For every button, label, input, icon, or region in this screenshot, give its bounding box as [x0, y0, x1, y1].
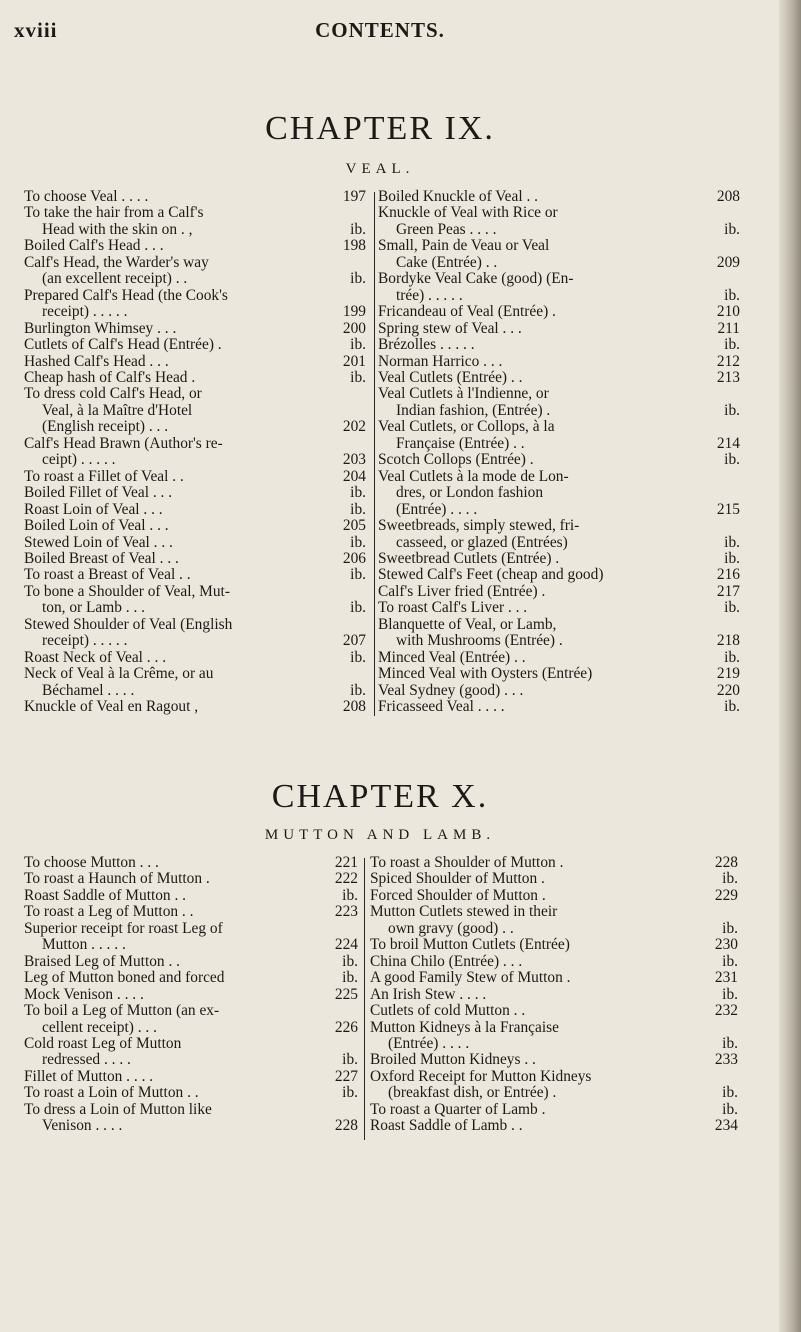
toc-entry-title: Cold roast Leg of Mutton — [24, 1035, 182, 1052]
toc-entry-title: Calf's Head, the Warder's way — [24, 254, 209, 271]
toc-entry-title: Forced Shoulder of Mutton . — [370, 887, 546, 904]
column-divider — [364, 858, 365, 1140]
toc-entry — [24, 1102, 358, 1118]
toc-entry-title: Mutton Kidneys à la Française — [370, 1019, 559, 1036]
toc-entry-title: Veal Cutlets à la mode de Lon- — [378, 468, 569, 485]
toc-entry-title: Boiled Fillet of Veal . . . — [24, 485, 173, 502]
toc-entry-title: Minced Veal (Entrée) . . — [378, 649, 526, 666]
toc-entry — [24, 304, 366, 320]
toc-entry-title: Braised Leg of Mutton . . — [24, 953, 181, 970]
toc-entry-title: Spring stew of Veal . . . — [378, 320, 522, 337]
toc-entry-title: Oxford Receipt for Mutton Kidneys — [370, 1068, 592, 1085]
toc-entry-title: Leg of Mutton boned and forced — [24, 970, 225, 987]
toc-entry — [378, 436, 740, 452]
toc-entry-title: Calf's Head Brawn (Author's re- — [24, 435, 223, 452]
toc-entry-title: Veal Cutlets (Entrée) . . — [378, 369, 523, 386]
toc-entry-page: 228 — [334, 1117, 358, 1135]
toc-entry-title: Neck of Veal à la Crême, or au — [24, 666, 214, 683]
toc-entry-title: Roast Saddle of Mutton . . — [24, 887, 187, 904]
toc-entry-title: Boiled Knuckle of Veal . . — [378, 189, 538, 205]
toc-entry-page: ib. — [722, 985, 738, 1003]
toc-entry-title: (English receipt) . . . — [42, 419, 169, 436]
toc-entry-page: 233 — [714, 1051, 738, 1069]
toc-entry-page: ib. — [350, 599, 366, 617]
toc-entry — [24, 855, 358, 871]
toc-entry — [370, 1069, 738, 1085]
toc-entry — [370, 1036, 738, 1052]
toc-entry-title: (breakfast dish, or Entrée) . — [388, 1085, 557, 1102]
toc-entry — [370, 871, 738, 887]
toc-entry-title: Venison . . . . — [42, 1118, 123, 1135]
toc-entry-title: Cutlets of cold Mutton . . — [370, 1003, 526, 1020]
toc-entry — [378, 485, 740, 501]
toc-entry-title: China Chilo (Entrée) . . . — [370, 953, 523, 970]
toc-entry — [378, 518, 740, 534]
toc-entry-page: ib. — [724, 648, 740, 666]
column-divider — [374, 192, 375, 716]
toc-entry — [378, 584, 740, 600]
page-number: xviii — [14, 18, 58, 42]
toc-entry-page: 209 — [716, 253, 740, 271]
toc-entry-page: 232 — [714, 1002, 738, 1020]
toc-entry-title: To roast a Haunch of Mutton . — [24, 871, 210, 888]
toc-entry — [24, 189, 366, 205]
toc-entry — [24, 633, 366, 649]
toc-entry-page: 203 — [342, 451, 366, 469]
toc-entry-page: 200 — [342, 319, 366, 337]
toc-entry-page: 208 — [342, 698, 366, 716]
toc-entry — [24, 1003, 358, 1019]
toc-entry-page: ib. — [724, 533, 740, 551]
toc-entry — [24, 370, 366, 386]
toc-entry — [24, 600, 366, 616]
toc-entry — [378, 650, 740, 666]
toc-entry-page: 218 — [716, 632, 740, 650]
toc-entry-title: Française (Entrée) . . — [396, 435, 525, 452]
toc-entry — [370, 1052, 738, 1068]
toc-entry — [24, 222, 366, 238]
toc-entry-page: 219 — [716, 665, 740, 683]
toc-entry-title: Stewed Loin of Veal . . . — [24, 534, 173, 551]
toc-entry — [24, 403, 366, 419]
toc-entry-title: casseed, or glazed (Entrées) — [396, 534, 568, 551]
toc-entry-title: Fillet of Mutton . . . . — [24, 1068, 154, 1085]
toc-entry-page: ib. — [350, 681, 366, 699]
toc-entry — [378, 683, 740, 699]
toc-entry-title: Veal Cutlets, or Collops, à la — [378, 419, 555, 436]
toc-entry-title: Burlington Whimsey . . . — [24, 320, 177, 337]
toc-entry — [378, 666, 740, 682]
toc-entry — [378, 551, 740, 567]
toc-entry — [24, 535, 366, 551]
toc-entry-page: 216 — [716, 566, 740, 584]
toc-entry-page: ib. — [722, 1100, 738, 1118]
toc-entry-title: Roast Neck of Veal . . . — [24, 649, 167, 666]
toc-entry — [24, 1052, 358, 1068]
toc-entry — [378, 403, 740, 419]
toc-entry — [378, 255, 740, 271]
toc-entry-title: Cheap hash of Calf's Head . — [24, 369, 196, 386]
toc-entry-page: ib. — [350, 500, 366, 518]
toc-entry — [378, 633, 740, 649]
toc-entry — [378, 567, 740, 583]
toc-entry — [378, 337, 740, 353]
chapter-9-subtitle: VEAL. — [345, 161, 415, 177]
toc-entry-page: ib. — [342, 886, 358, 904]
toc-entry-title: redressed . . . . — [42, 1052, 131, 1069]
toc-entry — [24, 1085, 358, 1101]
toc-entry-page: ib. — [724, 599, 740, 617]
toc-entry — [24, 683, 366, 699]
toc-entry — [24, 485, 366, 501]
toc-entry — [378, 205, 740, 221]
toc-entry — [370, 921, 738, 937]
toc-entry — [370, 1102, 738, 1118]
toc-entry-page: 198 — [342, 237, 366, 255]
toc-entry-title: Spiced Shoulder of Mutton . — [370, 871, 545, 888]
toc-entry — [24, 337, 366, 353]
chapter-10-right-column — [370, 855, 738, 1135]
toc-entry-page: ib. — [350, 220, 366, 238]
toc-entry-title: Brézolles . . . . . — [378, 337, 475, 354]
toc-entry — [24, 551, 366, 567]
toc-entry-title: To roast a Shoulder of Mutton . — [370, 855, 564, 871]
toc-entry-page: 213 — [716, 368, 740, 386]
toc-entry-page: ib. — [724, 286, 740, 304]
toc-entry-page: 202 — [342, 418, 366, 436]
toc-entry-page: ib. — [722, 870, 738, 888]
toc-entry-title: Cake (Entrée) . . — [396, 254, 498, 271]
toc-entry-page: 230 — [714, 936, 738, 954]
toc-entry-title: Fricasseed Veal . . . . — [378, 699, 505, 716]
toc-entry — [24, 921, 358, 937]
toc-entry-title: Green Peas . . . . — [396, 221, 497, 238]
toc-entry-title: Head with the skin on . , — [42, 221, 193, 238]
toc-entry-title: To roast a Quarter of Lamb . — [370, 1101, 546, 1118]
toc-entry — [24, 288, 366, 304]
toc-entry-page: ib. — [724, 451, 740, 469]
toc-entry — [370, 970, 738, 986]
toc-entry-title: Boiled Calf's Head . . . — [24, 238, 164, 255]
toc-entry — [378, 321, 740, 337]
toc-entry-title: Norman Harrico . . . — [378, 353, 503, 370]
toc-entry — [378, 238, 740, 254]
toc-entry-title: Scotch Collops (Entrée) . — [378, 452, 534, 469]
toc-entry-page: 220 — [716, 681, 740, 699]
toc-entry-page: ib. — [350, 270, 366, 288]
chapter-10-subtitle: MUTTON AND LAMB. — [264, 827, 496, 843]
toc-entry — [24, 1069, 358, 1085]
toc-entry-page: ib. — [342, 1051, 358, 1069]
toc-entry-title: Stewed Shoulder of Veal (English — [24, 616, 233, 633]
toc-entry-title: Prepared Calf's Head (the Cook's — [24, 287, 228, 304]
toc-entry-title: Knuckle of Veal en Ragout , — [24, 699, 199, 716]
toc-entry-page: 222 — [334, 870, 358, 888]
toc-entry — [24, 354, 366, 370]
toc-entry-title: receipt) . . . . . — [42, 633, 128, 650]
toc-entry-title: Mutton Cutlets stewed in their — [370, 904, 558, 921]
toc-entry-title: Béchamel . . . . — [42, 682, 135, 699]
toc-entry-page: 234 — [714, 1117, 738, 1135]
toc-entry — [378, 469, 740, 485]
toc-entry-page: 207 — [342, 632, 366, 650]
chapter-10-title: CHAPTER X. — [271, 778, 489, 815]
toc-entry-title: Small, Pain de Veau or Veal — [378, 238, 550, 255]
toc-entry-title: dres, or London fashion — [396, 485, 544, 502]
toc-entry-title: Blanquette of Veal, or Lamb, — [378, 616, 557, 633]
page-edge — [779, 0, 801, 1332]
toc-entry — [24, 386, 366, 402]
toc-entry — [24, 238, 366, 254]
toc-entry — [370, 888, 738, 904]
toc-entry-title: To take the hair from a Calf's — [24, 205, 204, 222]
toc-entry — [370, 954, 738, 970]
toc-entry-title: ceipt) . . . . . — [42, 452, 116, 469]
toc-entry-page: 226 — [334, 1018, 358, 1036]
toc-entry — [24, 518, 366, 534]
toc-entry-title: Mutton . . . . . — [42, 937, 126, 954]
toc-entry-page: ib. — [724, 401, 740, 419]
toc-entry-title: To choose Veal . . . . — [24, 189, 149, 205]
toc-entry-page: 199 — [342, 303, 366, 321]
toc-entry-title: To roast a Leg of Mutton . . — [24, 904, 194, 921]
toc-entry-page: 215 — [716, 500, 740, 518]
toc-entry-title: A good Family Stew of Mutton . — [370, 970, 571, 987]
toc-entry — [24, 954, 358, 970]
toc-entry-page: ib. — [342, 969, 358, 987]
toc-entry-page: 205 — [342, 517, 366, 535]
toc-entry-title: Veal, à la Maître d'Hotel — [42, 402, 193, 419]
toc-entry — [24, 617, 366, 633]
toc-entry-page: 228 — [714, 854, 738, 871]
toc-entry-title: To boil a Leg of Mutton (an ex- — [24, 1003, 220, 1020]
toc-entry — [24, 584, 366, 600]
toc-entry-page: 227 — [334, 1067, 358, 1085]
toc-entry — [24, 699, 366, 715]
toc-entry — [378, 304, 740, 320]
toc-entry — [378, 535, 740, 551]
toc-entry — [370, 855, 738, 871]
toc-entry-title: Stewed Calf's Feet (cheap and good) — [378, 567, 604, 584]
toc-entry-page: 223 — [334, 903, 358, 921]
toc-entry-title: To dress cold Calf's Head, or — [24, 386, 202, 403]
toc-entry-title: To roast a Loin of Mutton . . — [24, 1085, 199, 1102]
toc-entry-title: (Entrée) . . . . — [388, 1035, 470, 1052]
toc-entry-page: ib. — [724, 220, 740, 238]
toc-entry — [378, 600, 740, 616]
chapter-9-right-column — [378, 189, 740, 716]
toc-entry-title: Calf's Liver fried (Entrée) . — [378, 583, 546, 600]
toc-entry-title: Boiled Loin of Veal . . . — [24, 518, 169, 535]
toc-entry-page: 201 — [342, 352, 366, 370]
toc-entry — [378, 271, 740, 287]
toc-entry — [378, 189, 740, 205]
toc-entry-page: 221 — [334, 854, 358, 871]
toc-entry — [24, 1020, 358, 1036]
toc-entry-title: Indian fashion, (Entrée) . — [396, 402, 551, 419]
toc-entry-page: 229 — [714, 886, 738, 904]
toc-entry — [370, 937, 738, 953]
toc-entry-page: ib. — [350, 484, 366, 502]
toc-entry-title: To roast Calf's Liver . . . — [378, 600, 528, 617]
toc-entry — [24, 271, 366, 287]
toc-entry-title: Mock Venison . . . . — [24, 986, 144, 1003]
toc-entry — [24, 205, 366, 221]
running-header — [0, 14, 760, 44]
toc-entry — [378, 222, 740, 238]
toc-entry-page: 217 — [716, 582, 740, 600]
toc-entry-title: Hashed Calf's Head . . . — [24, 353, 169, 370]
toc-entry-title: Roast Loin of Veal . . . — [24, 501, 163, 518]
toc-entry — [370, 987, 738, 1003]
toc-entry — [24, 871, 358, 887]
toc-entry-title: Sweetbread Cutlets (Entrée) . — [378, 550, 560, 567]
toc-entry-title: Sweetbreads, simply stewed, fri- — [378, 518, 580, 535]
toc-entry — [378, 699, 740, 715]
toc-entry-title: (Entrée) . . . . — [396, 501, 478, 518]
toc-entry-title: Bordyke Veal Cake (good) (En- — [378, 271, 574, 288]
toc-entry-title: ton, or Lamb . . . — [42, 600, 146, 617]
toc-entry — [378, 617, 740, 633]
toc-entry-page: 225 — [334, 985, 358, 1003]
toc-entry-title: cellent receipt) . . . — [42, 1019, 157, 1036]
toc-entry — [378, 370, 740, 386]
toc-entry-title: receipt) . . . . . — [42, 304, 128, 321]
toc-entry — [24, 255, 366, 271]
toc-entry — [24, 321, 366, 337]
toc-entry — [24, 888, 358, 904]
toc-entry — [378, 502, 740, 518]
toc-entry — [24, 1036, 358, 1052]
chapter-9-left-column — [24, 189, 366, 716]
toc-entry-title: Boiled Breast of Veal . . . — [24, 550, 179, 567]
toc-entry — [24, 666, 366, 682]
toc-entry-title: Cutlets of Calf's Head (Entrée) . — [24, 337, 222, 354]
toc-entry-page: 197 — [342, 188, 366, 205]
toc-entry-title: To broil Mutton Cutlets (Entrée) — [370, 937, 570, 954]
toc-entry-title: Roast Saddle of Lamb . . — [370, 1118, 523, 1135]
toc-entry — [370, 1085, 738, 1101]
toc-entry-title: own gravy (good) . . — [388, 920, 514, 937]
toc-entry — [24, 419, 366, 435]
toc-entry-page: 224 — [334, 936, 358, 954]
toc-entry-page: ib. — [350, 533, 366, 551]
toc-entry — [370, 904, 738, 920]
toc-entry-title: An Irish Stew . . . . — [370, 986, 487, 1003]
toc-entry-page: ib. — [350, 368, 366, 386]
toc-entry — [378, 354, 740, 370]
toc-entry-page: ib. — [722, 1084, 738, 1102]
toc-entry — [24, 937, 358, 953]
toc-entry-page: ib. — [724, 549, 740, 567]
toc-entry — [24, 452, 366, 468]
toc-entry-page: ib. — [350, 648, 366, 666]
toc-entry-page: 212 — [716, 352, 740, 370]
toc-entry-title: To roast a Fillet of Veal . . — [24, 468, 184, 485]
toc-entry-title: Fricandeau of Veal (Entrée) . — [378, 304, 556, 321]
toc-entry — [370, 1118, 738, 1134]
toc-entry-title: To roast a Breast of Veal . . — [24, 567, 191, 584]
toc-entry — [24, 650, 366, 666]
toc-entry — [24, 567, 366, 583]
toc-entry-page: 204 — [342, 467, 366, 485]
toc-entry-title: with Mushrooms (Entrée) . — [396, 633, 563, 650]
toc-entry-title: To choose Mutton . . . — [24, 855, 159, 871]
running-title: CONTENTS. — [315, 18, 445, 42]
toc-entry-title: Superior receipt for roast Leg of — [24, 920, 223, 937]
toc-entry-page: 210 — [716, 303, 740, 321]
chapter-10-left-column — [24, 855, 358, 1135]
toc-entry-page: 214 — [716, 434, 740, 452]
toc-entry-page: ib. — [722, 952, 738, 970]
toc-entry-title: Veal Cutlets à l'Indienne, or — [378, 386, 549, 403]
toc-entry-page: ib. — [350, 336, 366, 354]
toc-entry — [378, 419, 740, 435]
toc-entry-title: Broiled Mutton Kidneys . . — [370, 1052, 536, 1069]
toc-entry — [24, 469, 366, 485]
toc-entry-page: 211 — [717, 319, 740, 337]
toc-entry-page: ib. — [722, 919, 738, 937]
toc-entry-title: To dress a Loin of Mutton like — [24, 1101, 212, 1118]
toc-entry-title: Veal Sydney (good) . . . — [378, 682, 524, 699]
toc-entry — [24, 502, 366, 518]
toc-entry-title: (an excellent receipt) . . — [42, 271, 188, 288]
chapter-9-title: CHAPTER IX. — [265, 110, 495, 147]
toc-entry-page: ib. — [724, 336, 740, 354]
toc-entry — [378, 452, 740, 468]
toc-entry-page: 208 — [716, 188, 740, 205]
toc-entry — [24, 987, 358, 1003]
toc-entry — [24, 904, 358, 920]
toc-entry-page: ib. — [350, 566, 366, 584]
toc-entry-page: ib. — [342, 952, 358, 970]
toc-entry-title: trée) . . . . . — [396, 287, 463, 304]
toc-entry-page: ib. — [724, 698, 740, 716]
toc-entry — [370, 1003, 738, 1019]
toc-entry-title: Knuckle of Veal with Rice or — [378, 205, 558, 222]
toc-entry-page: 231 — [714, 969, 738, 987]
toc-entry-page: 206 — [342, 549, 366, 567]
toc-entry-title: Minced Veal with Oysters (Entrée) — [378, 666, 593, 683]
toc-entry — [378, 386, 740, 402]
toc-entry — [378, 288, 740, 304]
toc-entry-page: ib. — [722, 1034, 738, 1052]
toc-entry — [24, 436, 366, 452]
toc-entry — [24, 1118, 358, 1134]
toc-entry-title: To bone a Shoulder of Veal, Mut- — [24, 583, 230, 600]
toc-entry — [24, 970, 358, 986]
toc-entry-page: ib. — [342, 1084, 358, 1102]
toc-entry — [370, 1020, 738, 1036]
